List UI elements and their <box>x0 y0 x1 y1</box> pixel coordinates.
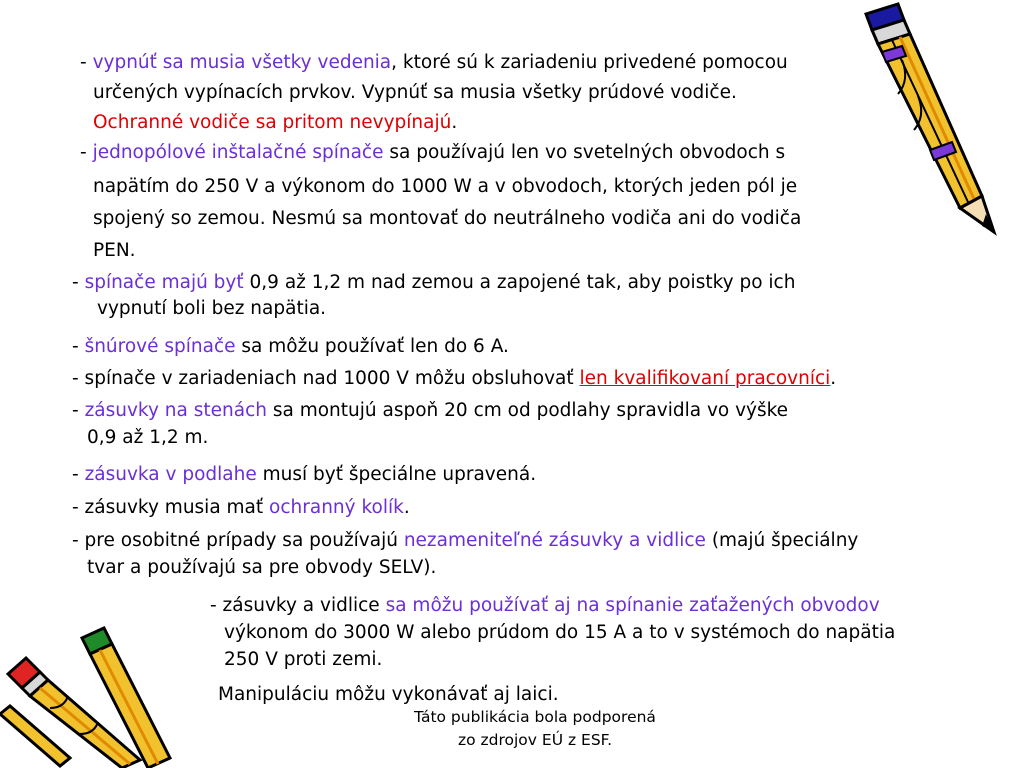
bullet-3-line-2: vypnutí boli bez napätia. <box>97 298 327 319</box>
bullet-1-line-1 <box>80 52 788 74</box>
text: musí byť špeciálne upravená. <box>256 464 537 485</box>
bullet-6-line-1 <box>72 400 788 422</box>
footer-line-1: Táto publikácia bola podporená <box>414 708 656 726</box>
text: - spínače v zariadeniach nad 1000 V môžu obsluhovať <box>72 368 580 389</box>
footer-line-2: zo zdrojov EÚ z ESF. <box>457 731 613 749</box>
text: sa môžu používať len do 6 A. <box>235 336 509 357</box>
bullet-2-line-3: spojený so zemou. Nesmú sa montovať do neutrálneho vodiča ani do vodiča <box>93 208 802 229</box>
text: - zásuvky a vidlice <box>210 595 386 616</box>
bullet-8-line-1 <box>72 497 410 519</box>
highlight-text: vypnúť sa musia všetky vedenia <box>92 52 392 73</box>
highlight-text: zásuvky na stenách <box>84 400 267 421</box>
highlight-text: šnúrové spínače <box>84 336 236 357</box>
text: sa montujú aspoň 20 cm od podlahy spravidla vo výške <box>266 400 789 421</box>
text: sa používajú len vo svetelných obvodoch s <box>383 142 786 163</box>
pencils-icon <box>0 618 200 768</box>
bullet-10-line-2: výkonom do 3000 W alebo prúdom do 15 A a to v systémoch do napätia <box>224 622 896 643</box>
bullet-9-line-1 <box>72 530 858 552</box>
bullet-1-line-2: určených vypínacích prvkov. Vypnúť sa musia všetky prúdové vodiče. <box>93 82 737 103</box>
highlight-text: jednopólové inštalačné spínače <box>92 142 384 163</box>
text: . <box>403 497 410 518</box>
highlight-text: spínače majú byť <box>84 272 244 293</box>
bullet-6-line-2: 0,9 až 1,2 m. <box>87 427 209 448</box>
bullet-10-line-1 <box>210 595 880 617</box>
text: . <box>451 112 458 133</box>
bullet-2-line-2: napätím do 250 V a výkonom do 1000 W a v obvodoch, ktorých jeden pól je <box>93 176 798 197</box>
text: , ktoré sú k zariadeniu privedené pomocou <box>391 52 788 73</box>
highlight-text: ochranný kolík <box>269 497 404 518</box>
highlight-text: zásuvka v podlahe <box>84 464 257 485</box>
dash: - <box>72 272 85 293</box>
qualified-workers-link[interactable]: len kvalifikovaní pracovníci <box>579 368 831 389</box>
text: - zásuvky musia mať <box>72 497 270 518</box>
highlight-text: nezameniteľné zásuvky a vidlice <box>403 530 706 551</box>
dash: - <box>80 52 93 73</box>
bullet-3-line-1 <box>72 272 795 294</box>
dash: - <box>72 336 85 357</box>
bullet-2-line-1 <box>80 142 785 164</box>
bullet-9-line-2: tvar a používajú sa pre obvody SELV). <box>87 557 437 578</box>
bullet-11-line-1: Manipuláciu môžu vykonávať aj laici. <box>218 684 559 705</box>
text: - pre osobitné prípady sa používajú <box>72 530 404 551</box>
dash: - <box>72 464 85 485</box>
text: . <box>830 368 837 389</box>
bullet-5-line-1 <box>72 368 836 390</box>
text: 0,9 až 1,2 m nad zemou a zapojené tak, aby poistky po ich <box>243 272 796 293</box>
bullet-4-line-1 <box>72 336 509 358</box>
pencil-icon <box>858 0 1004 242</box>
text: (majú špeciálny <box>705 530 859 551</box>
bullet-7-line-1 <box>72 464 536 486</box>
red-text: Ochranné vodiče sa pritom nevypínajú <box>93 112 452 133</box>
bullet-2-line-4: PEN. <box>93 240 136 261</box>
highlight-text: sa môžu používať aj na spínanie zaťažených obvodov <box>385 595 880 616</box>
dash: - <box>80 142 93 163</box>
bullet-1-line-3 <box>93 112 457 134</box>
bullet-10-line-3: 250 V proti zemi. <box>224 649 383 670</box>
dash: - <box>72 400 85 421</box>
